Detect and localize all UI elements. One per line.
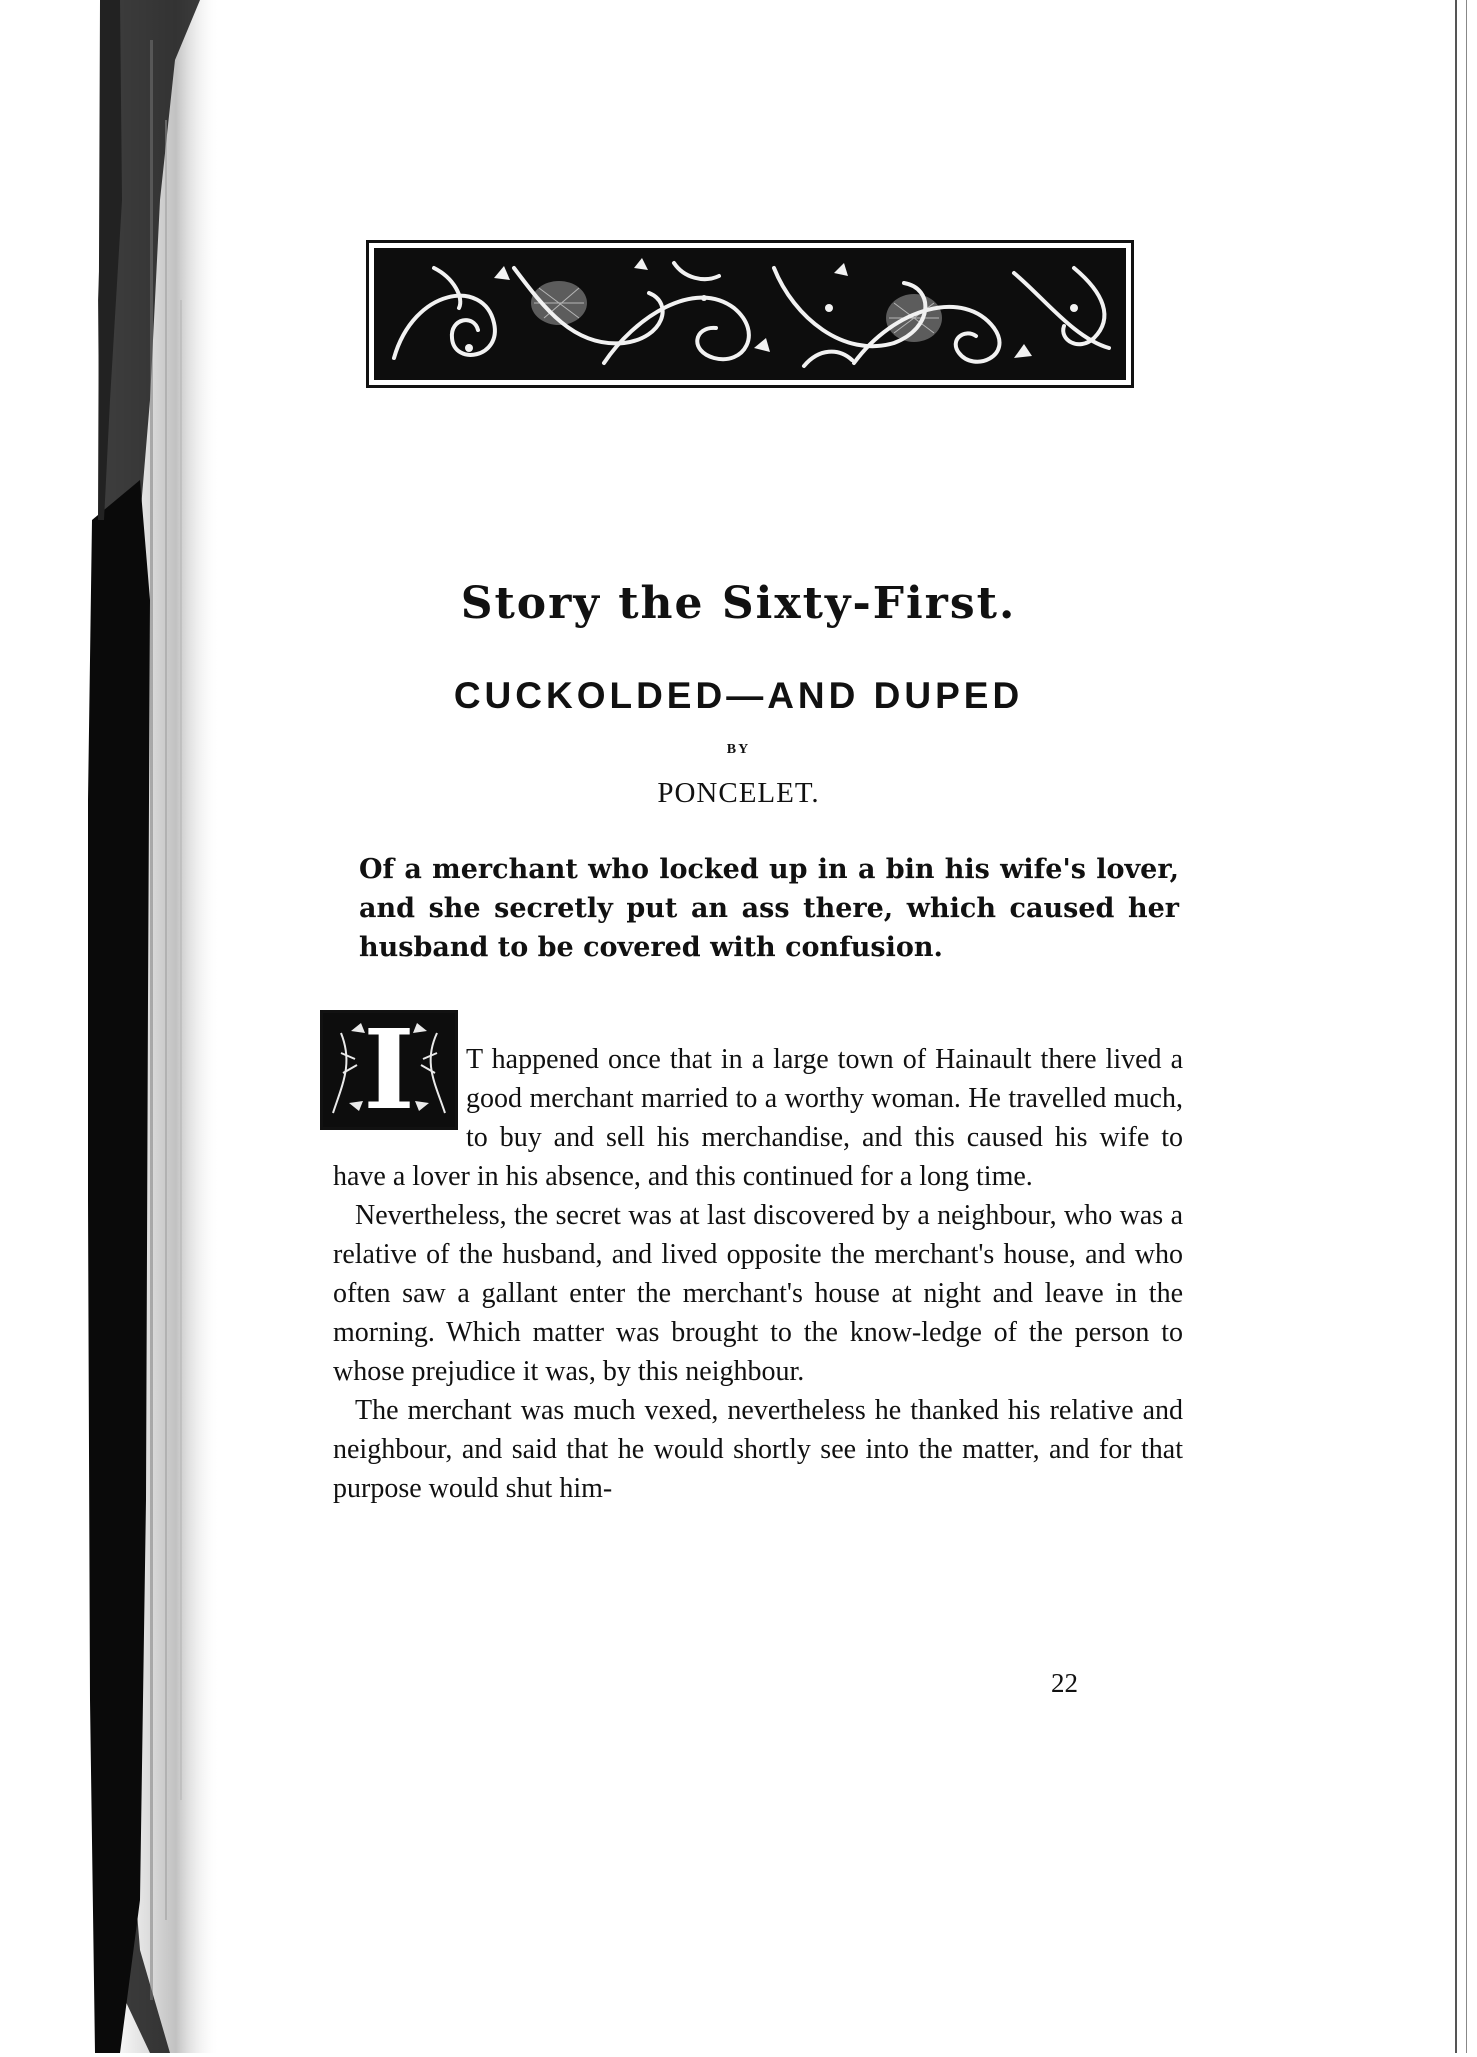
scan-gutter-shadow bbox=[0, 0, 230, 2053]
body-text bbox=[333, 1005, 1183, 1508]
paragraph-1 bbox=[333, 1005, 1183, 1196]
by-label: BY bbox=[726, 742, 751, 757]
paragraph-1-text: T happened once that in a large town of Hainault there lived a good merchant married to a worthy woman. He travelled much, to buy and sell his merchandise, and this caused his wife to have a lover in his absence, and this continued for a long time. bbox=[333, 1044, 1183, 1192]
paragraph-3: The merchant was much vexed, nevertheless he thanked his relative and neighbour, and said that he would shortly see into the matter, and for that purpose would shut him- bbox=[333, 1395, 1183, 1504]
story-title: Story the Sixty-First. bbox=[460, 578, 1017, 629]
ornamental-headpiece bbox=[366, 240, 1134, 388]
author-name: PONCELET. bbox=[657, 777, 820, 809]
story-subtitle: CUCKOLDED—AND DUPED bbox=[453, 675, 1024, 716]
drop-cap bbox=[320, 1005, 458, 1134]
page-number: 22 bbox=[1051, 1668, 1078, 1698]
paragraph-2: Nevertheless, the secret was at last discovered by a neighbour, who was a relative of the husband, and lived opposite the merchant's house, and who often saw a gallant enter the merchant's house at night and leave in the morning. Which matter was brought to the know-ledge of the person to whose prejudice it was, by this neighbour. bbox=[333, 1200, 1183, 1387]
story-summary: Of a merchant who locked up in a bin his wife's lover, and she secretly put an ass there, which caused her husband to be covered with confusion. bbox=[359, 854, 1179, 963]
drop-cap-letter: I bbox=[363, 1005, 415, 1134]
scan-right-edge-rule-2 bbox=[1466, 0, 1467, 2053]
scrollwork-ornament-icon bbox=[374, 248, 1126, 380]
scan-right-edge-rule bbox=[1455, 0, 1457, 2053]
